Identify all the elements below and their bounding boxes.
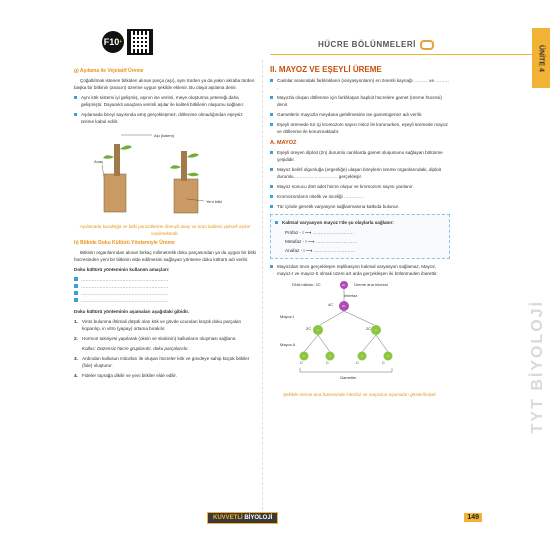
box-item: Anafaz - I ⟶ ……………………… <box>285 248 356 253</box>
section-title: II. MAYOZ VE EŞEYLİ ÜREME <box>270 65 382 74</box>
subsection-title: A. MAYOZ <box>270 140 297 146</box>
box-item: Profaz - I ⟶ ……………………… <box>285 230 355 235</box>
dna-2c-a: 2C <box>306 326 312 331</box>
step-item: 3. Ardından kallusun mitozları ile oluşan hücreler kök ve gövdeye sahip küçük bitkiler (fide) oluşturur. <box>74 356 250 368</box>
mayoz-bullet: Kromozomların nitelik ve niceliği ………… . <box>270 193 450 200</box>
section-g-paragraph: Çoğaltılmak istenen bitkiden alınan parça (aşı), aynı türden ya da yakın akraba türden başka bir bitkinin (anacın) üzerine uygun şekilde eklenir. Bu olaya aşılama denir. <box>74 78 255 90</box>
interfaz-label: İnterfaz <box>344 293 358 298</box>
cell-ploidy: n <box>375 328 377 332</box>
qr-code[interactable] <box>127 29 153 55</box>
unit-tab: ÜNİTE 4 <box>532 28 550 88</box>
mayoz-bullet: Mayoz sonucu dört adet hücre oluşur ve kromozom sayısı yarılanır. <box>270 183 450 190</box>
section-h-title: h) Bitkide Doku Kültürü Yöntemiyle Üreme <box>74 240 175 246</box>
cell-ploidy: n <box>387 354 389 358</box>
step-note: Kallus: Düzensiz hücre gruplarıdır, doku parçalarıdır. <box>82 346 189 351</box>
gametes-label: Gametler <box>340 375 357 380</box>
section-g-bullet: Aynı kök sistemi iyi gelişmiş, aşının ise verimi, meye oluşturma yeteneği daha gelişmiştir. Dayanıklı anaçlara verimli aşılar ile kaliteli bitkilerin oluşumu sağlanır. <box>74 94 256 108</box>
mayoz-bullet: Mayoz belirli olgunluğa (ergenliğe) ulaşan bireylerin üreme organlarındaki, diploit durumlu ………… …………… gerçekleşir. <box>270 166 450 180</box>
dna-4c: 4C <box>328 302 334 307</box>
label-yeni-bitki: Yeni bitki <box>206 199 222 204</box>
footer-brand: KUVVETLİ BİYOLOJİ <box>207 512 278 524</box>
blank-line: ………………………………………………… <box>74 283 256 290</box>
cell-ploidy: n <box>329 354 331 358</box>
grafting-caption: Aşılamada kuraklığa ve bitki parazitlerine dirençli anaç ve ürün kalitesi yüksek aşılar seçilmektedir. <box>79 224 251 236</box>
cell-ploidy: n <box>361 354 363 358</box>
usage-title: Doku kültürü yönteminin kullanım amaçları: <box>74 267 170 272</box>
footer-rule <box>74 520 532 521</box>
publisher-logo: F10 + <box>102 31 124 53</box>
blank-line: ………………………………………………… <box>74 297 256 304</box>
mayoz-bullet: Eşeyli üreyen diploit (2n) durumlu canlılarda gamet oluşumunu sağlayan bölünme çeşididir. <box>270 149 450 163</box>
page-number: 149 <box>464 513 482 522</box>
side-subject-label: TYT BİYOLOJİ <box>529 300 546 434</box>
cell-ploidy: n <box>317 328 319 332</box>
mayoz2-label: Mayoz-II <box>280 342 296 347</box>
step-item: 4. Fideler toprağa dikilir ve yeni bitkiler elde edilir. <box>74 373 177 378</box>
grafting-illustration <box>74 129 256 219</box>
cell-ploidy: n <box>303 354 305 358</box>
label-asi: Aşı (kalem) <box>154 133 175 138</box>
dna-c: C <box>300 360 303 365</box>
column-divider <box>262 60 263 510</box>
label-anac: Anaç <box>94 159 104 164</box>
box-item: Metafaz - I ⟶ ……………………… <box>285 239 358 244</box>
box-title: Kalıtsal varyasyon mayoz I'de şu olaylarla sağlanır: <box>275 219 445 226</box>
dna-c: C <box>382 360 385 365</box>
dna-c: C <box>326 360 329 365</box>
left-column <box>74 66 256 382</box>
section-g-title: g) Aşılama ile Vejetatif Üreme <box>74 68 144 74</box>
intro-bullet: Gametlerin mayozla meydana getirilmesine ise gametogenez adı verilir. <box>270 111 450 118</box>
chapter-header: HÜCRE BÖLÜNMELERİ <box>318 40 434 50</box>
mother-cell-label: Üreme ana hücresi <box>354 282 388 287</box>
header-rule <box>270 54 532 55</box>
variation-box <box>270 214 450 259</box>
meiosis-caption: Şekilde üreme ana hücresinde interfaz ve mayozun aşamaları gösterilmiştir. <box>282 392 438 397</box>
intro-bullet: Canlılar arasındaki farklılıkların (varyasyonların) en önemli kaynağı ……… ve ……… . <box>270 77 450 91</box>
dna-2c-b: 2C <box>366 326 372 331</box>
intro-bullet: Mayozla oluşan döllenme için farklılaşan haploit hücrelere gamet (üreme hücresi) denir. <box>270 94 450 108</box>
section-g-bullet: Aşılamada bireyi sayısında artış gerçekleşmez, döllenme olmadığından eşeysiz üreme kabul edilir. <box>74 111 256 125</box>
dna-c: C <box>356 360 359 365</box>
blank-line: ………………………………………………… <box>74 276 256 283</box>
grafting-figure <box>74 129 256 219</box>
mayoz-paragraph: Mayozdan önce gerçekleşen replikasyon kalıtsal varyasyon sağlamaz, Mayoz, mayoz-I ve mayoz-II olmak üzere art arda gerçekleşen iki bölünmeden ibarettir. <box>270 263 450 277</box>
blank-line: ………………………………………………… <box>74 290 256 297</box>
section-h-paragraph: Bitkinin organlarından alınan birkaç milimetrelik doku parçasından ya da uygun bir bitki hücresinden yeni bir bitkinin elde edilmesini sağlayan yönteme doku kültürü adı verilir. <box>74 250 256 262</box>
mayoz-bullet: Tür içinde genetik varyasyon sağlanmasına katkıda bulunur. <box>270 203 450 210</box>
intro-bullet: Eşeyli üremede tür içi kromozom sayısı mitoz ile korunurken, eşeyli üremede mayoz ve döllenme ile korunmaktadır. <box>270 121 450 135</box>
cell-ploidy: 2n <box>342 283 346 287</box>
step-item: 2. Hormon takviyesi yapılarak (oksin ve sitokinin) kallusların oluşması sağlanır. <box>74 336 237 341</box>
dna-icon <box>420 40 434 50</box>
meiosis-diagram <box>270 280 450 388</box>
dna-amount-label: DNA miktarı: 2C <box>292 282 321 287</box>
step-item: 1. Virüs bulunma ihtimali düşük olan kök ve gövde ucundan küçük doku parçaları koparılıp, in vitro (yapay) ortama bırakılır. <box>74 319 242 331</box>
cell-ploidy: 2n <box>342 304 346 308</box>
mayoz1-label: Mayoz-I <box>280 314 295 319</box>
stages-title: Doku kültürü yönteminin aşamaları aşağıdaki gibidir. <box>74 309 190 314</box>
right-column <box>270 66 450 401</box>
